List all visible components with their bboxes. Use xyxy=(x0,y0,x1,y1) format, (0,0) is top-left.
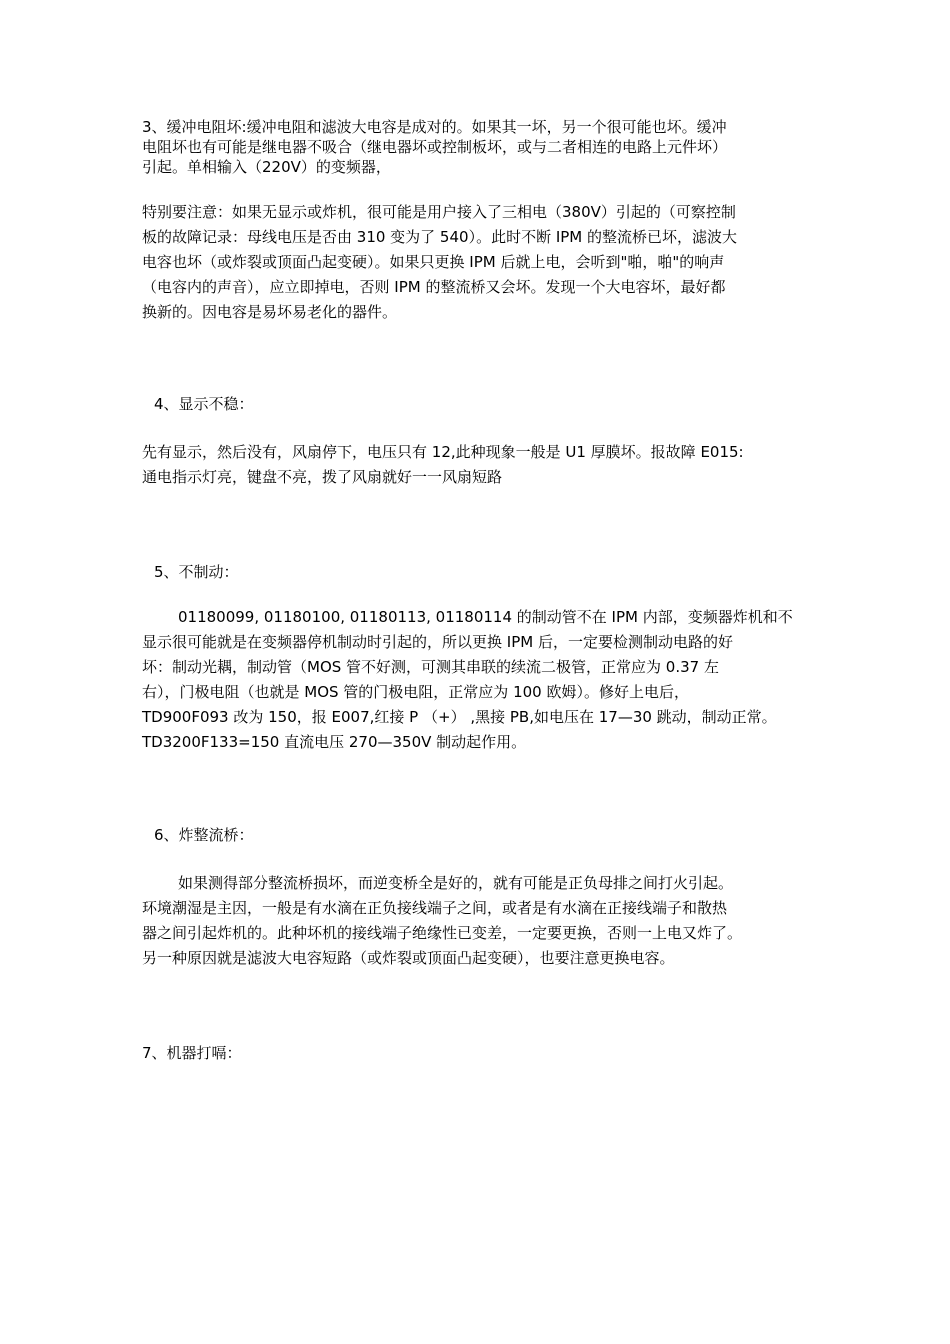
section5-line-3: 坏：制动光耦，制动管（MOS 管不好测，可测其串联的续流二极管，正常应为 0.37 左 xyxy=(142,658,719,676)
section6-line-4: 另一种原因就是滤波大电容短路（或炸裂或顶面凸起变硬），也要注意更换电容。 xyxy=(142,949,675,967)
section7-heading: 7、机器打嗝： xyxy=(142,1044,242,1062)
section3-note-line-5: 换新的。因电容是易坏易老化的器件。 xyxy=(142,303,398,321)
section3-note-line-1: 特别要注意：如果无显示或炸机，很可能是用户接入了三相电（380V）引起的（可察控制 xyxy=(142,203,736,221)
section6-line-2: 环境潮湿是主因，一般是有水滴在正负接线端子之间，或者是有水滴在正接线端子和散热 xyxy=(142,899,728,917)
section5-heading: 5、不制动： xyxy=(154,563,239,581)
section4-heading: 4、显示不稳： xyxy=(154,395,254,413)
section3-line-1: 3、缓冲电阻坏:缓冲电阻和滤波大电容是成对的。如果其一坏，另一个很可能也坏。缓冲 xyxy=(142,118,727,136)
section5-line-5: TD900F093 改为 150，报 E007,红接 P （+） ,黑接 PB,如电压在 17—30 跳动，制动正常。 xyxy=(142,708,777,726)
section3-line-3: 引起。单相输入（220V）的变频器， xyxy=(142,158,391,176)
section3-line-2: 电阻坏也有可能是继电器不吸合（继电器坏或控制板坏，或与二者相连的电路上元件坏） xyxy=(142,138,728,156)
section5-line-2: 显示很可能就是在变频器停机制动时引起的，所以更换 IPM 后，一定要检测制动电路的好 xyxy=(142,633,733,651)
section6-heading: 6、炸整流桥： xyxy=(154,826,254,844)
section6-line-1: 如果测得部分整流桥损坏，而逆变桥全是好的，就有可能是正负母排之间打火引起。 xyxy=(178,874,734,892)
section4-line-1: 先有显示，然后没有，风扇停下，电压只有 12,此种现象一般是 U1 厚膜坏。报故障 E015: xyxy=(142,443,744,461)
section3-note-line-2: 板的故障记录：母线电压是否由 310 变为了 540）。此时不断 IPM 的整流桥已坏，滤波大 xyxy=(142,228,738,246)
section5-line-4: 右），门极电阻（也就是 MOS 管的门极电阻，正常应为 100 欧姆）。修好上电后， xyxy=(142,683,689,701)
section5-line-1: 01180099, 01180100, 01180113, 01180114 的制动管不在 IPM 内部，变频器炸机和不 xyxy=(178,608,793,626)
section3-note-line-3: 电容也坏（或炸裂或顶面凸起变硬）。如果只更换 IPM 后就上电，会听到"啪，啪"的响声 xyxy=(142,253,725,271)
section3-note-line-4: （电容内的声音），应立即掉电，否则 IPM 的整流桥又会坏。发现一个大电容坏，最好都 xyxy=(142,278,726,296)
section5-line-6: TD3200F133=150 直流电压 270—350V 制动起作用。 xyxy=(142,733,527,751)
section6-line-3: 器之间引起炸机的。此种坏机的接线端子绝缘性已变差，一定要更换，否则一上电又炸了。 xyxy=(142,924,743,942)
section4-line-2: 通电指示灯亮，键盘不亮，拨了风扇就好一一风扇短路 xyxy=(142,468,503,486)
